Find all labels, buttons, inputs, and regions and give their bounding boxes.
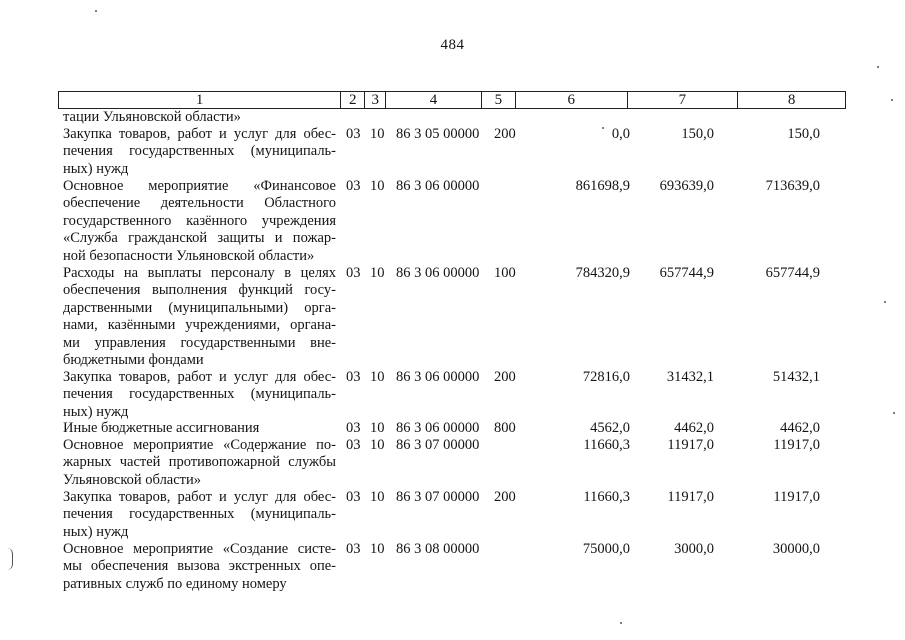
- header-cell-5: 5: [482, 92, 516, 108]
- expense-type: 200: [494, 369, 516, 385]
- description-line: печения государственных (муниципаль-: [63, 143, 336, 160]
- amount-col-6: 0,0: [611, 126, 630, 142]
- description-line: Основное мероприятие «Финансовое: [63, 178, 336, 194]
- subsection-code: 10: [370, 489, 385, 505]
- description-line: ных) нужд: [63, 403, 129, 420]
- header-cell-3: 3: [365, 92, 386, 108]
- target-code: 86 3 08 00000: [396, 541, 480, 557]
- subsection-code: 10: [370, 265, 385, 281]
- subsection-code: 10: [370, 126, 385, 142]
- subsection-code: 10: [370, 369, 385, 385]
- section-code: 03: [346, 541, 361, 557]
- description-line: Закупка товаров, работ и услуг для обес-: [63, 489, 336, 505]
- description-line: бюджетными фондами: [63, 352, 204, 369]
- description-line: печения государственных (муниципаль-: [63, 506, 336, 523]
- target-code: 86 3 06 00000: [396, 369, 480, 385]
- row-description: [63, 126, 336, 178]
- amount-col-8: 657744,9: [765, 265, 820, 281]
- scan-speck: [884, 301, 886, 303]
- target-code: 86 3 07 00000: [396, 437, 480, 453]
- amount-col-6: 861698,9: [575, 178, 630, 194]
- description-line: дарственными (муниципальными) орга-: [63, 299, 336, 316]
- amount-col-7: 31432,1: [666, 369, 714, 385]
- table-header: [58, 91, 846, 109]
- description-line: обеспечение деятельности Областного: [63, 195, 336, 212]
- row-description: [63, 420, 336, 437]
- subsection-code: 10: [370, 541, 385, 557]
- description-line: «Служба гражданской защиты и пожар-: [63, 230, 336, 247]
- header-cell-2: 2: [341, 92, 365, 108]
- target-code: 86 3 06 00000: [396, 420, 480, 436]
- target-code: 86 3 05 00000: [396, 126, 480, 142]
- header-cell-1: 1: [59, 92, 341, 108]
- section-code: 03: [346, 369, 361, 385]
- description-line: Расходы на выплаты персоналу в целях: [63, 265, 336, 281]
- amount-col-6: 784320,9: [575, 265, 630, 281]
- subsection-code: 10: [370, 178, 385, 194]
- section-code: 03: [346, 126, 361, 142]
- target-code: 86 3 06 00000: [396, 178, 480, 194]
- description-line: ративных служб по единому номеру: [63, 575, 287, 592]
- amount-col-6: 75000,0: [582, 541, 630, 557]
- description-line: ми управления государственными вне-: [63, 334, 336, 351]
- scan-speck: [602, 127, 604, 129]
- amount-col-7: 11917,0: [667, 437, 714, 453]
- row-description: [63, 369, 336, 421]
- target-code: 86 3 07 00000: [396, 489, 480, 505]
- description-line: ных) нужд: [63, 523, 129, 540]
- target-code: 86 3 06 00000: [396, 265, 480, 281]
- row-description: [63, 109, 336, 126]
- header-cell-8: 8: [787, 92, 796, 108]
- scan-mark: [6, 548, 13, 570]
- description-line: обеспечения выполнения функций госу-: [63, 282, 336, 299]
- row-description: [63, 489, 336, 541]
- section-code: 03: [346, 420, 361, 436]
- amount-col-6: 11660,3: [583, 489, 630, 505]
- row-description: [63, 437, 336, 489]
- amount-col-8: 4462,0: [780, 420, 820, 436]
- description-line: Закупка товаров, работ и услуг для обес-: [63, 126, 336, 142]
- amount-col-7: 150,0: [681, 126, 714, 142]
- row-description: [63, 178, 336, 265]
- amount-col-8: 30000,0: [772, 541, 820, 557]
- section-code: 03: [346, 437, 361, 453]
- amount-col-6: 11660,3: [583, 437, 630, 453]
- amount-col-7: 11917,0: [667, 489, 714, 505]
- amount-col-7: 657744,9: [659, 265, 714, 281]
- amount-col-6: 72816,0: [582, 369, 630, 385]
- header-cell-4: 4: [386, 92, 482, 108]
- description-line: нами, казёнными учреждениями, органа-: [63, 317, 336, 334]
- description-line: жарных частей противопожарной службы: [63, 454, 336, 471]
- header-cell-7: 7: [628, 92, 739, 108]
- row-description: [63, 541, 336, 593]
- description-line: Ульяновской области»: [63, 471, 202, 488]
- section-code: 03: [346, 489, 361, 505]
- amount-col-7: 4462,0: [674, 420, 714, 436]
- scan-speck: [891, 99, 893, 101]
- description-line: ной безопасности Ульяновской области»: [63, 247, 315, 264]
- amount-col-8: 51432,1: [772, 369, 820, 385]
- amount-col-8: 11917,0: [773, 489, 820, 505]
- amount-col-6: 4562,0: [590, 420, 630, 436]
- description-line: печения государственных (муниципаль-: [63, 386, 336, 403]
- description-line: Закупка товаров, работ и услуг для обес-: [63, 369, 336, 385]
- amount-col-8: 11917,0: [773, 437, 820, 453]
- expense-type: 800: [494, 420, 516, 436]
- description-line: тации Ульяновской области»: [63, 109, 241, 125]
- amount-col-8: 150,0: [787, 126, 820, 142]
- scan-speck: [95, 10, 97, 12]
- amount-col-7: 3000,0: [674, 541, 714, 557]
- description-line: Иные бюджетные ассигнования: [63, 420, 260, 436]
- description-line: государственного казённого учреждения: [63, 212, 336, 229]
- amount-col-8: 713639,0: [765, 178, 820, 194]
- expense-type: 100: [494, 265, 516, 281]
- header-cell-6: 6: [516, 92, 628, 108]
- scan-speck: [620, 622, 622, 624]
- subsection-code: 10: [370, 420, 385, 436]
- description-line: Основное мероприятие «Создание систе-: [63, 541, 336, 557]
- description-line: ных) нужд: [63, 160, 129, 177]
- scan-speck: [893, 412, 895, 414]
- section-code: 03: [346, 265, 361, 281]
- scan-speck: [877, 66, 879, 68]
- row-description: [63, 265, 336, 369]
- section-code: 03: [346, 178, 361, 194]
- amount-col-7: 693639,0: [659, 178, 714, 194]
- description-line: мы обеспечения вызова экстренных опе-: [63, 558, 336, 575]
- expense-type: 200: [494, 126, 516, 142]
- expense-type: 200: [494, 489, 516, 505]
- page-number: 484: [440, 37, 465, 53]
- subsection-code: 10: [370, 437, 385, 453]
- description-line: Основное мероприятие «Содержание по-: [63, 437, 336, 453]
